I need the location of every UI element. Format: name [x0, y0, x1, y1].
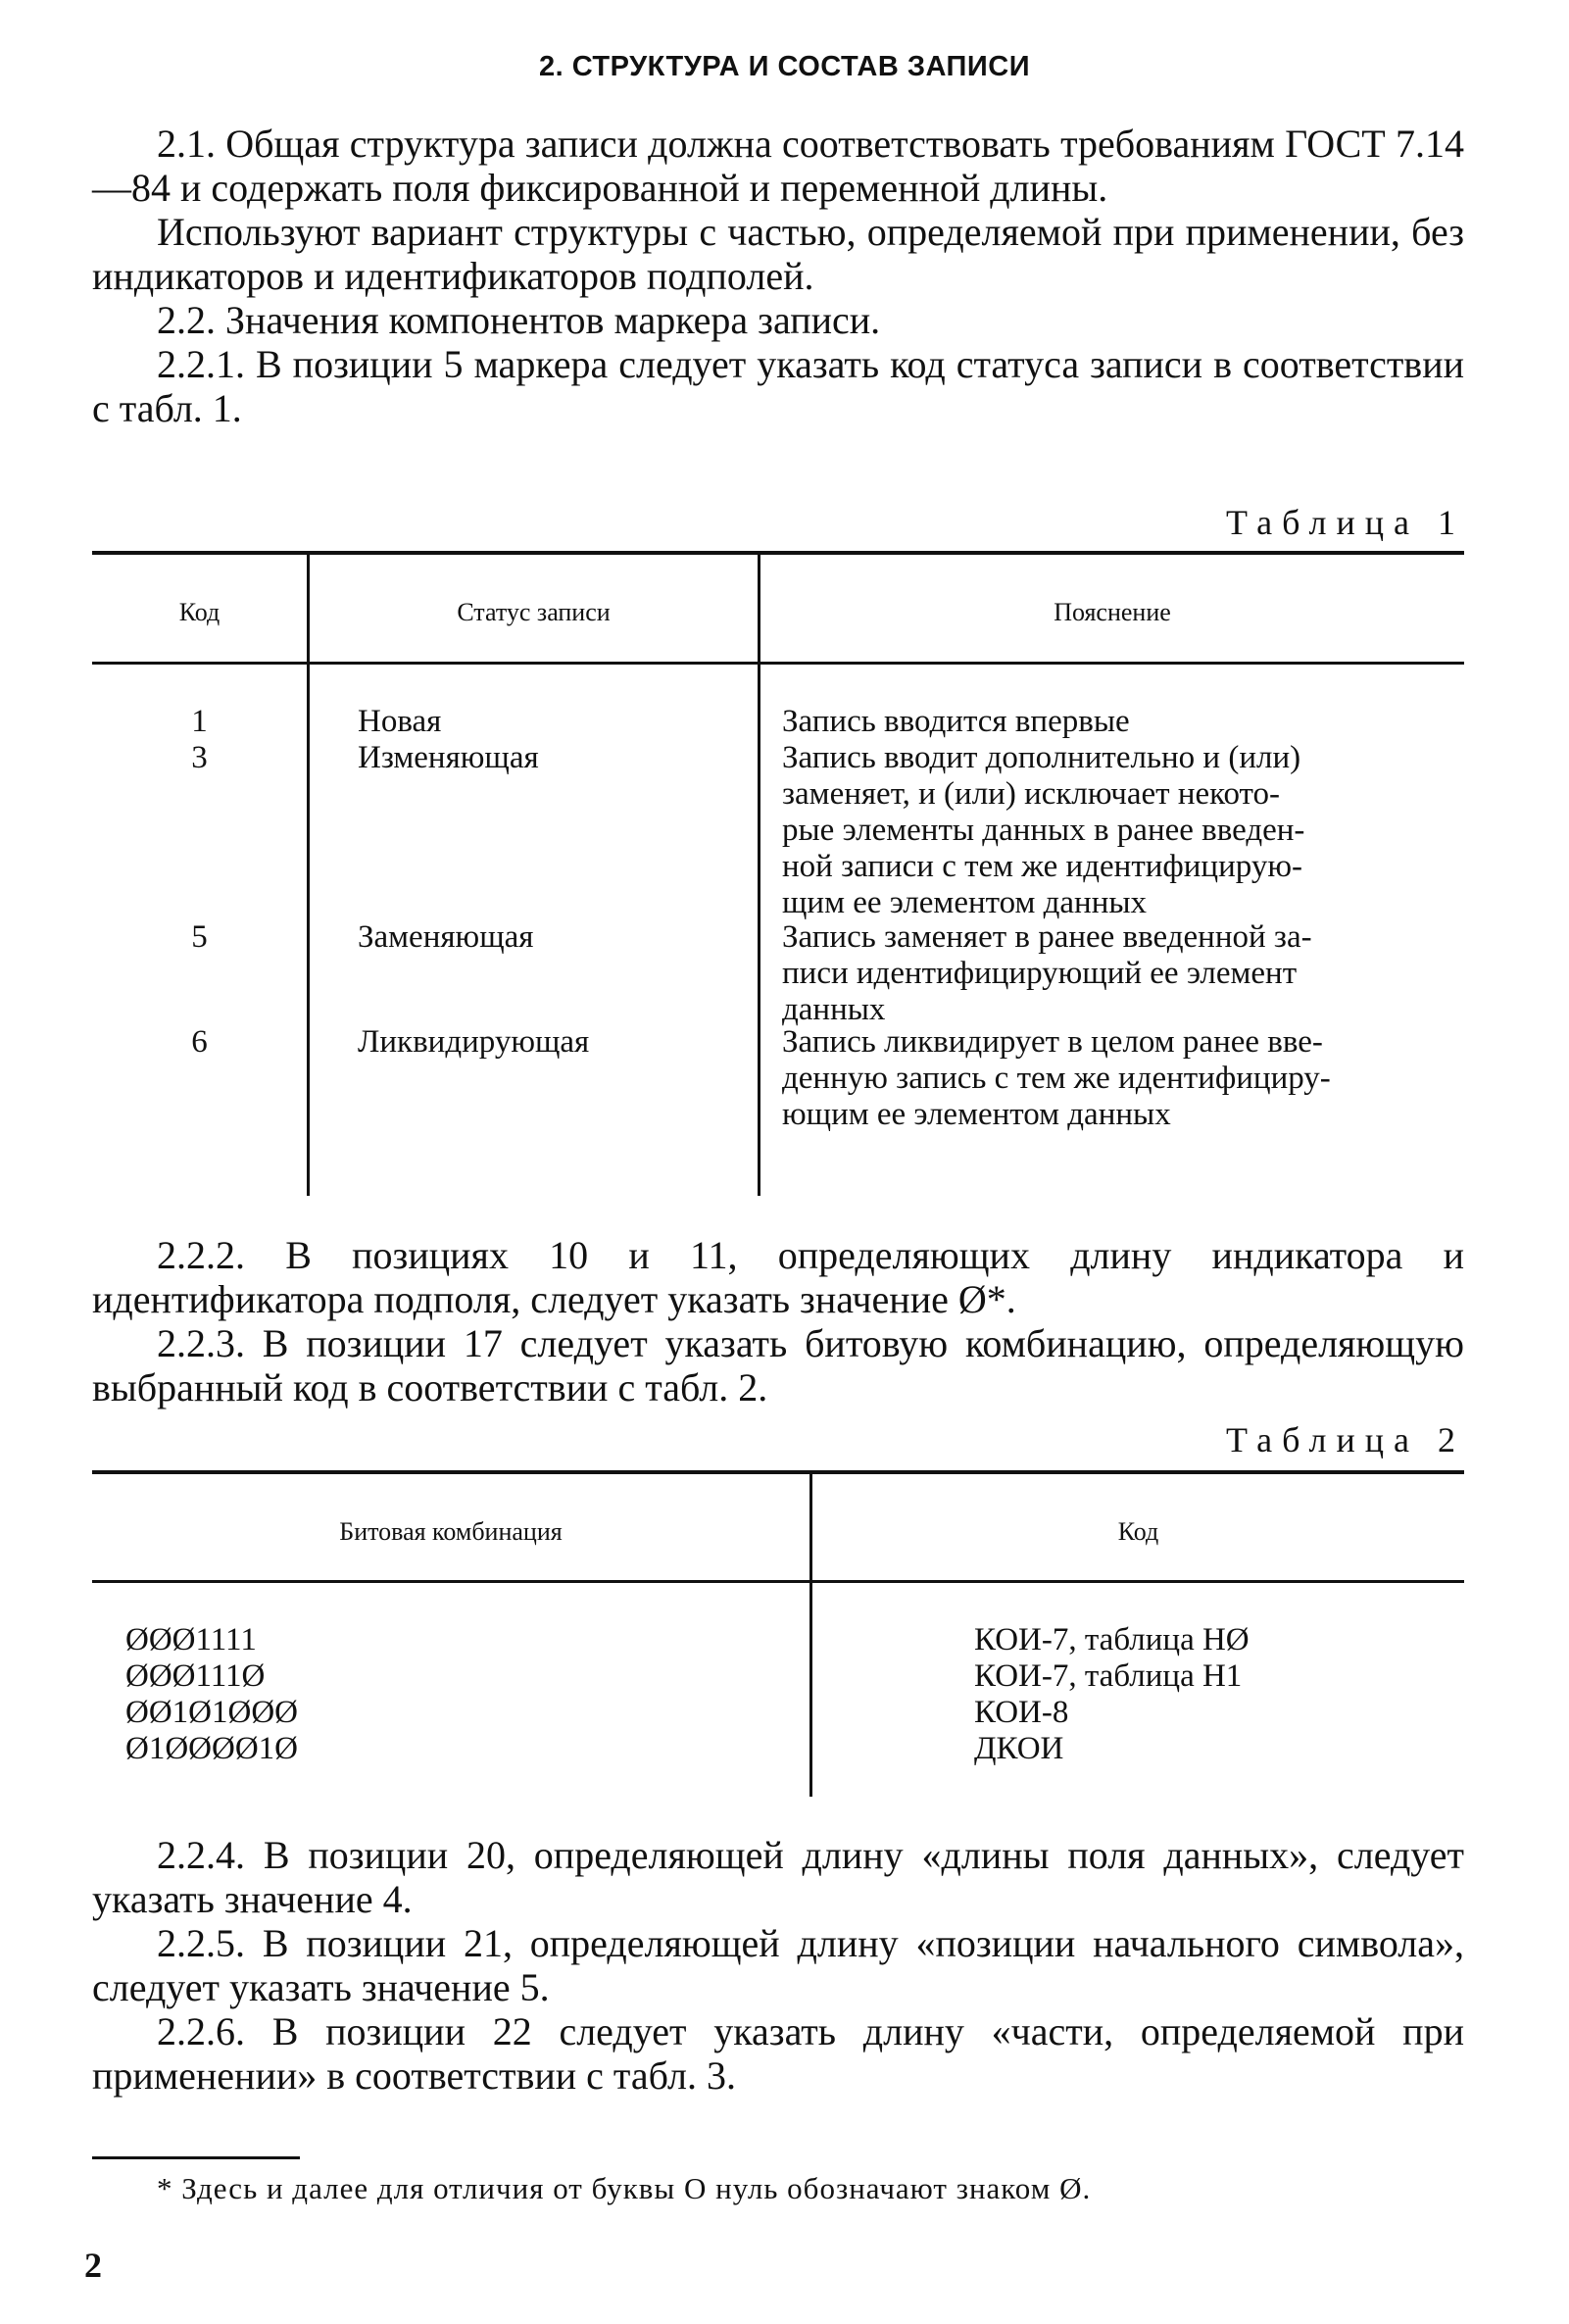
- table2-header-rule: [92, 1580, 1464, 1583]
- intro-text: [92, 122, 1464, 430]
- table1-note-cell: [782, 919, 1463, 1028]
- table1-status-cell: Новая: [358, 704, 442, 739]
- table1-note-cell: [782, 740, 1463, 921]
- table1-top-rule: [92, 551, 1464, 555]
- table2-bits-cell: Ø1ØØØØ1Ø: [125, 1731, 298, 1766]
- note-line: писи идентифицирующий ее элемент: [782, 956, 1298, 991]
- paragraph: 2.2.3. В позиции 17 следует указать битовую комбинацию, определяющую выбранный код в соответствии с табл. 2.: [92, 1321, 1464, 1409]
- paragraph: 2.1. Общая структура записи должна соответствовать требованиям ГОСТ 7.14—84 и содержать поля фиксированной и переменной длины.: [92, 122, 1464, 210]
- page-number: 2: [84, 2246, 102, 2285]
- paragraph: Используют вариант структуры с частью, определяемой при применении, без индикаторов и идентификаторов подполей.: [92, 210, 1464, 298]
- table2-caption: Таблица 2: [1226, 1420, 1465, 1459]
- table1-header-status: Статус записи: [457, 598, 611, 626]
- table1-code-cell: 3: [191, 740, 208, 775]
- table2-code-cell: ДКОИ: [974, 1731, 1064, 1766]
- table1-code-cell: 1: [191, 704, 208, 739]
- note-line: ной записи с тем же идентифицирую-: [782, 849, 1302, 884]
- paragraph: 2.2.5. В позиции 21, определяющей длину «позиции начального символа», следует указать значение 5.: [92, 1921, 1464, 2009]
- table2-bits-cell: ØØØ111Ø: [125, 1658, 266, 1694]
- note-line: Запись вводится впервые: [782, 704, 1130, 739]
- final-text: [92, 1833, 1464, 2098]
- paragraph: 2.2.2. В позициях 10 и 11, определяющих длину индикатора и идентификатора подполя, следует указать значение Ø*.: [92, 1233, 1464, 1321]
- middle-text: [92, 1233, 1464, 1409]
- table1-status-cell: Заменяющая: [358, 919, 534, 955]
- footnote: * Здесь и далее для отличия от буквы О нуль обозначают знаком Ø.: [157, 2171, 1092, 2205]
- paragraph: 2.2.1. В позиции 5 маркера следует указать код статуса записи в соответствии с табл. 1.: [92, 342, 1464, 430]
- table2-code-cell: КОИ-8: [974, 1695, 1069, 1730]
- note-line: рые элементы данных в ранее введен-: [782, 813, 1305, 848]
- table1-header-code: Код: [178, 598, 221, 626]
- table1-status-cell: Ликвидирующая: [358, 1024, 590, 1060]
- note-line: Запись вводит дополнительно и (или): [782, 740, 1301, 775]
- footnote-rule: [92, 2156, 300, 2159]
- table1-header-note: Пояснение: [1054, 598, 1171, 626]
- table1-status-cell: Изменяющая: [358, 740, 539, 775]
- table2-bits-cell: ØØØ1111: [125, 1622, 257, 1657]
- paragraph: 2.2.4. В позиции 20, определяющей длину «длины поля данных», следует указать значение 4.: [92, 1833, 1464, 1921]
- table2-code-cell: КОИ-7, таблица Н1: [974, 1658, 1243, 1694]
- table2-top-rule: [92, 1470, 1464, 1474]
- table1-header-rule: [92, 662, 1464, 665]
- note-line: данных: [782, 992, 886, 1027]
- note-line: щим ее элементом данных: [782, 885, 1148, 920]
- paragraph: 2.2.6. В позиции 22 следует указать длину «части, определяемой при применении» в соответствии с табл. 3.: [92, 2009, 1464, 2098]
- table1-note-cell: [782, 704, 1463, 740]
- table1-code-cell: 6: [191, 1024, 208, 1060]
- table2-bits-cell: ØØ1Ø1ØØØ: [125, 1695, 298, 1730]
- table2-header-bits: Битовая комбинация: [339, 1517, 563, 1546]
- table1-column-divider: [307, 554, 310, 1196]
- table1-caption: Таблица 1: [1226, 503, 1465, 542]
- note-line: денную запись с тем же идентифициру-: [782, 1061, 1331, 1096]
- paragraph: 2.2. Значения компонентов маркера записи.: [157, 298, 881, 342]
- note-line: заменяет, и (или) исключает некото-: [782, 776, 1281, 812]
- table2-header-code: Код: [1117, 1517, 1159, 1546]
- table1-column-divider: [758, 554, 760, 1196]
- table1-code-cell: 5: [191, 919, 208, 955]
- table1-note-cell: [782, 1024, 1463, 1133]
- section-heading: 2. СТРУКТУРА И СОСТАВ ЗАПИСИ: [538, 51, 1031, 82]
- note-line: Запись ликвидирует в целом ранее вве-: [782, 1024, 1323, 1060]
- note-line: ющим ее элементом данных: [782, 1097, 1171, 1132]
- note-line: Запись заменяет в ранее введенной за-: [782, 919, 1312, 955]
- table2-code-cell: КОИ-7, таблица НØ: [974, 1622, 1250, 1657]
